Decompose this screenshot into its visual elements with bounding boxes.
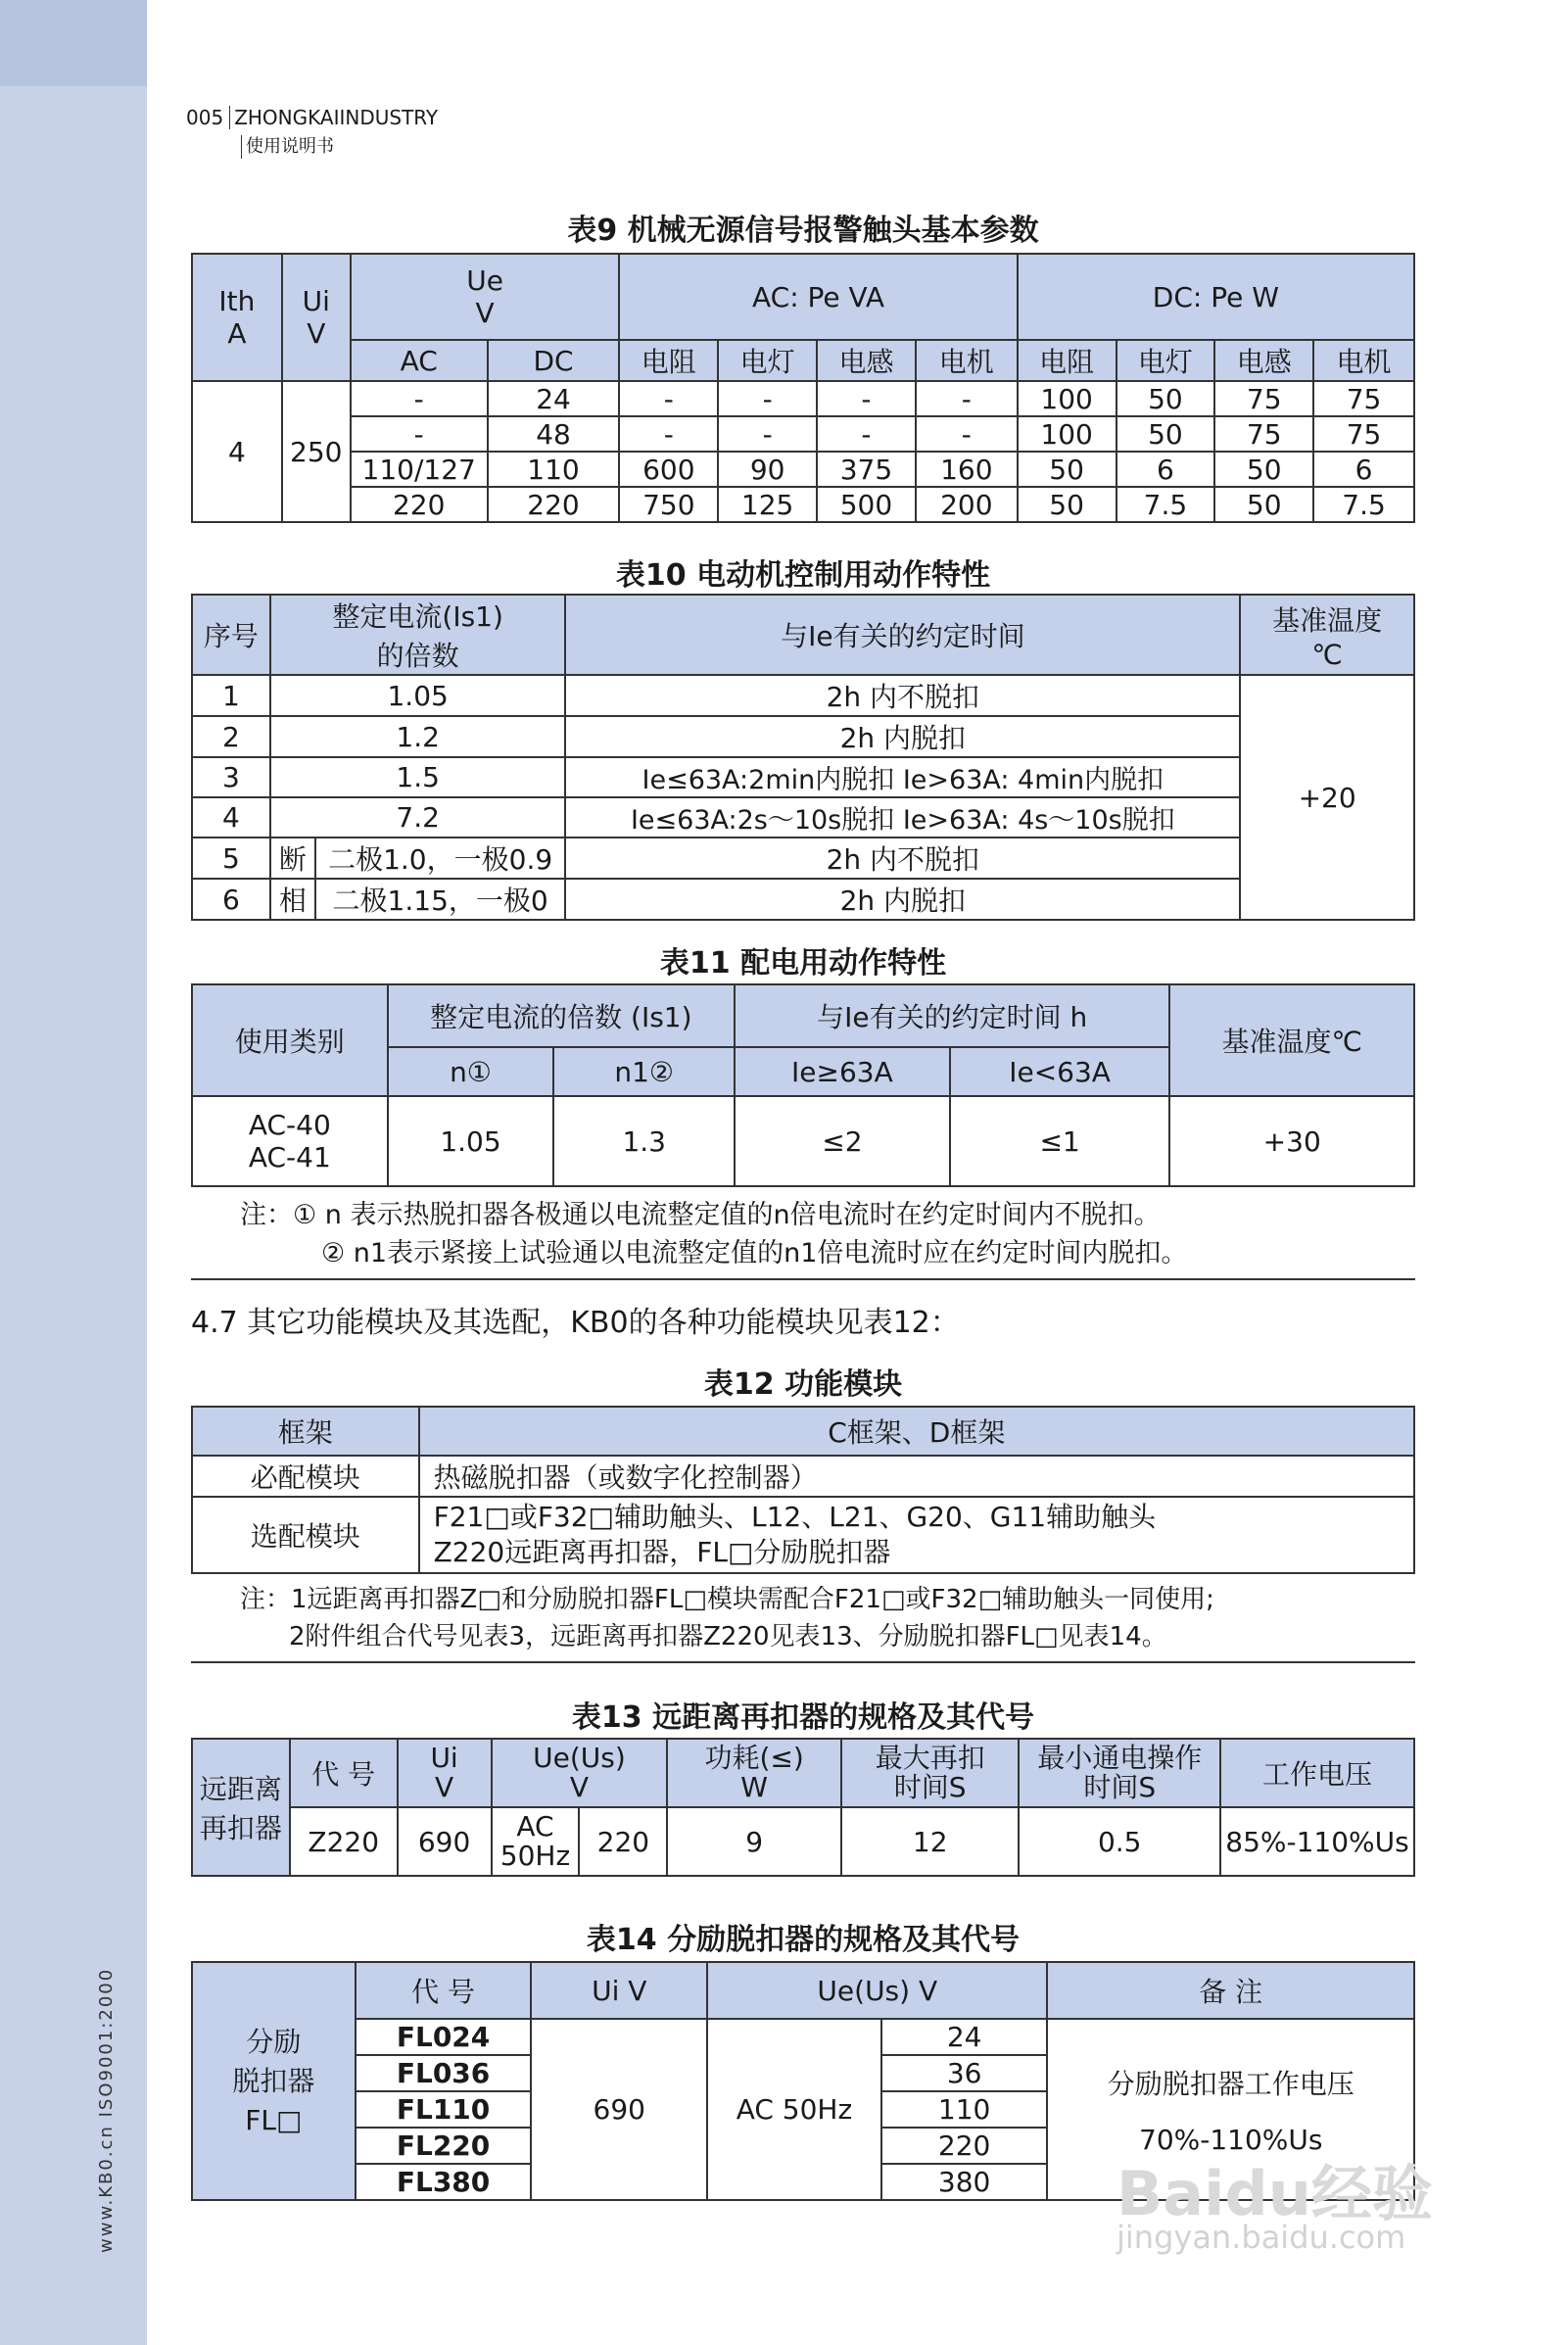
- t14-ac: AC 50Hz: [707, 2019, 881, 2200]
- t10-xiang: 相: [270, 879, 315, 920]
- watermark-logo: Baidu经验: [1117, 2158, 1433, 2229]
- t13-name: 远距离 再扣器: [192, 1739, 290, 1876]
- table11-caption: 表11 配电用动作特性: [659, 946, 947, 981]
- t13-cell: 690: [398, 1807, 492, 1876]
- t9-cell: 6: [1117, 452, 1215, 487]
- t10-cell: Ie≤63A:2min内脱扣 Ie>63A: 4min内脱扣: [565, 757, 1240, 797]
- t9-cell: -: [619, 381, 718, 416]
- t14-code: FL024: [356, 2019, 532, 2055]
- t14-h: Ui V: [531, 1962, 707, 2019]
- company-name: ZHONGKAIINDUSTRY: [234, 106, 439, 129]
- t9-cell: -: [718, 381, 817, 416]
- t10-cell: 1: [192, 675, 270, 716]
- table10: [191, 594, 1415, 921]
- t13-h: 功耗(≤) W: [667, 1739, 841, 1807]
- t9-cell: 90: [718, 452, 817, 487]
- t10-cell: 2: [192, 716, 270, 757]
- t11-sub: n①: [388, 1047, 554, 1096]
- divider: [191, 1661, 1415, 1663]
- t11-note-2: ② n1表示紧接上试验通以电流整定值的n1倍电流时应在约定时间内脱扣。: [321, 1238, 1188, 1268]
- t11-cell: 1.05: [388, 1096, 554, 1186]
- t9-cell: 50: [1214, 487, 1313, 522]
- t9-sub: DC: [488, 340, 620, 381]
- t14-remark-1: 分励脱扣器工作电压: [1107, 2068, 1354, 2100]
- t9-ith: 4: [192, 381, 282, 522]
- t14-code: FL110: [356, 2091, 532, 2128]
- t9-cell: 375: [817, 452, 916, 487]
- t9-cell: 500: [817, 487, 916, 522]
- t11-sub: Ie<63A: [950, 1047, 1170, 1096]
- t14-h: Ue(Us) V: [707, 1962, 1047, 2019]
- t10-h-time: 与Ie有关的约定时间: [565, 595, 1240, 675]
- manual-subtitle: 使用说明书: [241, 135, 334, 159]
- t9-cell: 48: [488, 416, 620, 452]
- t9-cell: 750: [619, 487, 718, 522]
- t12-note-2: 2附件组合代号见表3，远距离再扣器Z220见表13、分励脱扣器FL□见表14。: [289, 1622, 1167, 1651]
- t9-sub: 电感: [1214, 340, 1313, 381]
- t13-h: 最小通电操作 时间S: [1019, 1739, 1220, 1807]
- t10-h-temp: 基准温度 ℃: [1240, 595, 1414, 675]
- t13-cell: Z220: [290, 1807, 398, 1876]
- t14-volt: 36: [881, 2055, 1048, 2091]
- t9-cell: 160: [916, 452, 1018, 487]
- table9-caption: 表9 机械无源信号报警触头基本参数: [567, 214, 1039, 248]
- t10-cell: 5: [192, 838, 270, 879]
- t9-sub: 电阻: [1018, 340, 1117, 381]
- t13-h: Ue(Us) V: [492, 1739, 668, 1807]
- t9-sub: 电机: [1313, 340, 1414, 381]
- t9-cell: -: [718, 416, 817, 452]
- t12-cell: F21□或F32□辅助触头、L12、L21、G20、G11辅助触头 Z220远距离再扣器，FL□分励脱扣器: [419, 1497, 1414, 1573]
- t9-cell: 600: [619, 452, 718, 487]
- table13-caption: 表13 远距离再扣器的规格及其代号: [571, 1700, 1035, 1735]
- t9-cell: 100: [1018, 416, 1117, 452]
- table11: [191, 983, 1415, 1187]
- t9-cell: 100: [1018, 381, 1117, 416]
- t13-cell: 0.5: [1019, 1807, 1220, 1876]
- sidebar-header-block: [0, 0, 147, 86]
- t14-h: 代 号: [356, 1962, 532, 2019]
- t11-cell: +30: [1169, 1096, 1414, 1186]
- t11-h-mult: 整定电流的倍数 (Is1): [388, 984, 735, 1047]
- t9-cell: -: [619, 416, 718, 452]
- t13-h: 工作电压: [1220, 1739, 1414, 1807]
- t11-cell: 1.3: [553, 1096, 735, 1186]
- t9-h-ue: Ue V: [351, 254, 620, 340]
- t9-cell: -: [351, 416, 488, 452]
- t13-h: 最大再扣 时间S: [841, 1739, 1020, 1807]
- t14-ui: 690: [531, 2019, 707, 2200]
- t10-h-no: 序号: [192, 595, 270, 675]
- t9-cell: 50: [1214, 452, 1313, 487]
- t9-cell: 220: [488, 487, 620, 522]
- t13-cell: 9: [667, 1807, 841, 1876]
- t14-volt: 380: [881, 2164, 1048, 2200]
- t12-cell: 热磁脱扣器（或数字化控制器）: [419, 1456, 1414, 1497]
- t9-cell: 75: [1313, 381, 1414, 416]
- t9-sub: 电机: [916, 340, 1018, 381]
- t9-h-ac: AC: Pe VA: [619, 254, 1017, 340]
- t14-name: 分励 脱扣器 FL□: [192, 1962, 356, 2200]
- t10-cell: 二极1.0，一极0.9: [315, 838, 566, 879]
- t10-cell: 2h 内脱扣: [565, 716, 1240, 757]
- t11-h-time: 与Ie有关的约定时间 h: [735, 984, 1169, 1047]
- t11-sub: n1②: [553, 1047, 735, 1096]
- page-header: [186, 106, 439, 157]
- t13-cell: 85%-110%Us: [1220, 1807, 1414, 1876]
- t11-note-1: 注：① n 表示热脱扣器各极通以电流整定值的n倍电流时在约定时间内不脱扣。: [240, 1200, 1161, 1230]
- table10-caption: 表10 电动机控制用动作特性: [615, 558, 991, 593]
- t10-temp: +20: [1240, 675, 1414, 920]
- t12-h-frame: 框架: [192, 1407, 419, 1456]
- t12-h-cd: C框架、D框架: [419, 1407, 1414, 1456]
- page-number: 005: [186, 106, 230, 129]
- t13-cell: 220: [579, 1807, 667, 1876]
- t9-sub: 电灯: [718, 340, 817, 381]
- t9-cell: -: [916, 381, 1018, 416]
- t12-cell: 选配模块: [192, 1497, 419, 1573]
- t11-sub: Ie≥63A: [735, 1047, 950, 1096]
- t10-cell: 6: [192, 879, 270, 920]
- t11-cat: AC-40 AC-41: [192, 1096, 388, 1186]
- t9-cell: 50: [1018, 487, 1117, 522]
- watermark-url: jingyan.baidu.com: [1117, 2219, 1406, 2256]
- t9-cell: -: [817, 381, 916, 416]
- table12-caption: 表12 功能模块: [703, 1367, 903, 1402]
- t9-cell: 110: [488, 452, 620, 487]
- t10-cell: Ie≤63A:2s～10s脱扣 Ie>63A: 4s～10s脱扣: [565, 797, 1240, 838]
- t14-h: 备 注: [1047, 1962, 1414, 2019]
- table13: [191, 1738, 1415, 1877]
- t10-cell: 7.2: [270, 797, 566, 838]
- t12-cell: 必配模块: [192, 1456, 419, 1497]
- t14-code: FL380: [356, 2164, 532, 2200]
- t9-cell: 220: [351, 487, 488, 522]
- t10-cell: 二极1.15，一极0: [315, 879, 566, 920]
- t14-code: FL036: [356, 2055, 532, 2091]
- t11-cell: ≤1: [950, 1096, 1170, 1186]
- t10-cell: 1.2: [270, 716, 566, 757]
- t13-cell: AC 50Hz: [492, 1807, 580, 1876]
- t9-cell: -: [817, 416, 916, 452]
- t12-note-1: 注：1远距离再扣器Z□和分励脱扣器FL□模块需配合F21□或F32□辅助触头一同使用;: [240, 1585, 1214, 1614]
- t9-cell: 50: [1117, 381, 1215, 416]
- t9-sub: 电阻: [619, 340, 718, 381]
- t9-ui: 250: [282, 381, 351, 522]
- t9-cell: 50: [1117, 416, 1215, 452]
- t11-h-cat: 使用类别: [192, 984, 388, 1096]
- t9-sub: 电灯: [1117, 340, 1215, 381]
- t9-cell: 75: [1214, 416, 1313, 452]
- t9-cell: 200: [916, 487, 1018, 522]
- table14-caption: 表14 分励脱扣器的规格及其代号: [586, 1923, 1021, 1957]
- t10-cell: 1.5: [270, 757, 566, 797]
- t9-cell: 110/127: [351, 452, 488, 487]
- t9-cell: 7.5: [1117, 487, 1215, 522]
- t10-cell: 2h 内脱扣: [565, 879, 1240, 920]
- t9-cell: 24: [488, 381, 620, 416]
- t9-cell: 125: [718, 487, 817, 522]
- t9-cell: 75: [1313, 416, 1414, 452]
- t9-cell: -: [916, 416, 1018, 452]
- t10-cell: 2h 内不脱扣: [565, 838, 1240, 879]
- t14-remark-2: 70%-110%Us: [1139, 2124, 1323, 2156]
- section-4-7: 4.7 其它功能模块及其选配，KB0的各种功能模块见表12：: [191, 1306, 960, 1340]
- t13-h: Ui V: [398, 1739, 492, 1807]
- t9-sub: AC: [351, 340, 488, 381]
- t10-cell: 1.05: [270, 675, 566, 716]
- t9-cell: 6: [1313, 452, 1414, 487]
- table9: [191, 253, 1415, 523]
- t9-sub: 电感: [817, 340, 916, 381]
- t9-h-ui: Ui V: [282, 254, 351, 381]
- t10-cell: 2h 内不脱扣: [565, 675, 1240, 716]
- t14-volt: 24: [881, 2019, 1048, 2055]
- t14-volt: 110: [881, 2091, 1048, 2128]
- t14-code: FL220: [356, 2128, 532, 2164]
- t9-cell: 50: [1018, 452, 1117, 487]
- t14-volt: 220: [881, 2128, 1048, 2164]
- t10-h-mult: 整定电流(Is1) 的倍数: [270, 595, 566, 675]
- sidebar: [0, 0, 147, 2345]
- t13-cell: 12: [841, 1807, 1020, 1876]
- t10-cell: 3: [192, 757, 270, 797]
- t10-cell: 4: [192, 797, 270, 838]
- t9-h-ith: Ith A: [192, 254, 282, 381]
- t9-h-dc: DC: Pe W: [1018, 254, 1414, 340]
- t9-cell: 7.5: [1313, 487, 1414, 522]
- divider: [191, 1278, 1415, 1280]
- t9-cell: 75: [1214, 381, 1313, 416]
- t11-h-temp: 基准温度℃: [1169, 984, 1414, 1096]
- t11-cell: ≤2: [735, 1096, 950, 1186]
- sidebar-text: www.KB0.cn ISO9001:2000: [96, 1967, 117, 2253]
- t13-h: 代 号: [290, 1739, 398, 1807]
- t9-cell: -: [351, 381, 488, 416]
- table12: [191, 1406, 1415, 1574]
- t10-duan: 断: [270, 838, 315, 879]
